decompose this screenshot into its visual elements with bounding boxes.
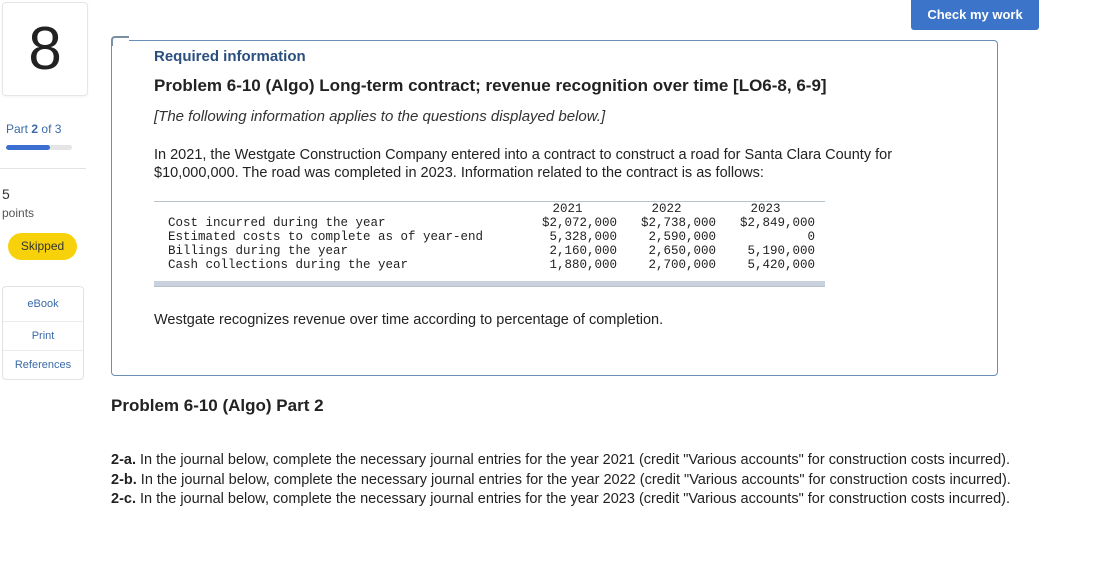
table-header-row — [168, 202, 815, 216]
problem-title: Problem 6-10 (Algo) Long-term contract; revenue recognition over time [LO6-8, 6-9] — [154, 76, 827, 95]
cell-value: 2,590,000 — [648, 230, 716, 244]
cell-value: 0 — [807, 230, 815, 244]
print-link[interactable]: Print — [3, 322, 83, 351]
cell-value: $2,738,000 — [640, 216, 716, 230]
cell-value: 2,160,000 — [549, 244, 617, 258]
requirement-text: In the journal below, complete the necessary journal entries for the year 2023 (credit "Various accounts" for construction costs incurred). — [136, 491, 1011, 507]
references-link[interactable]: References — [14, 359, 72, 371]
year-header: 2022 — [651, 202, 682, 216]
requirement-text: In the journal below, complete the necessary journal entries for the year 2022 (credit "Various accounts" for construction costs incurred). — [136, 471, 1011, 488]
requirement-key: 2-b. — [111, 471, 137, 488]
check-my-work-button[interactable]: Check my work — [911, 0, 1039, 30]
sidebar-divider — [0, 168, 86, 169]
requirement-item — [111, 451, 1041, 470]
requirement-item — [111, 490, 1041, 509]
row-label: Billings during the year — [168, 244, 349, 258]
row-label: Cash collections during the year — [168, 258, 409, 272]
requirement-text: In the journal below, complete the necessary journal entries for the year 2021 (credit "Various accounts" for construction costs incurred). — [136, 452, 1011, 468]
part-title: Problem 6-10 (Algo) Part 2 — [111, 396, 324, 415]
points-label: points — [2, 206, 35, 220]
cell-value: $2,072,000 — [541, 216, 617, 230]
resource-links — [2, 286, 84, 380]
cell-value: 2,700,000 — [648, 258, 716, 272]
row-label: Estimated costs to complete as of year-end — [168, 230, 484, 244]
applies-note: [The following information applies to the questions displayed below.] — [154, 108, 606, 125]
cell-value: 1,880,000 — [549, 258, 617, 272]
part-current: 2 — [31, 122, 39, 136]
year-header: 2023 — [750, 202, 781, 216]
panel-collapse-tab[interactable] — [111, 36, 129, 46]
cell-value: 5,190,000 — [747, 244, 815, 258]
status-badge: Skipped — [8, 233, 77, 260]
cell-value: 2,650,000 — [648, 244, 716, 258]
table-row — [168, 216, 815, 230]
table-row — [168, 258, 815, 272]
problem-intro: In 2021, the Westgate Construction Company entered into a contract to construct a road for Santa Clara County for $10,000,000. The road was completed in 2023. Information related to the contract is as follows: — [154, 147, 893, 181]
points-value: 5 — [2, 186, 10, 202]
cell-value: 5,328,000 — [549, 230, 617, 244]
cell-value: $2,849,000 — [739, 216, 815, 230]
part-total: of 3 — [41, 122, 62, 136]
required-information-heading: Required information — [154, 48, 306, 65]
part-indicator — [6, 122, 61, 136]
requirement-key: 2-a. — [111, 452, 136, 468]
part-progress-bar — [6, 145, 72, 150]
year-header: 2021 — [552, 202, 583, 216]
table-row — [168, 230, 815, 244]
row-label: Cost incurred during the year — [168, 216, 386, 230]
requirements-list — [111, 451, 1041, 510]
contract-data-table — [154, 201, 825, 287]
cell-value: 5,420,000 — [747, 258, 815, 272]
recognition-note: Westgate recognizes revenue over time according to percentage of completion. — [154, 312, 664, 328]
table-bottom-bar — [154, 281, 825, 286]
question-number: 8 — [28, 15, 62, 82]
question-number-box — [2, 2, 88, 96]
requirement-key: 2-c. — [111, 491, 136, 507]
part-progress-fill — [6, 145, 50, 150]
part-word: Part — [6, 122, 29, 136]
requirement-item — [111, 471, 1041, 490]
ebook-link[interactable]: eBook — [3, 287, 83, 322]
table-row — [168, 244, 815, 258]
